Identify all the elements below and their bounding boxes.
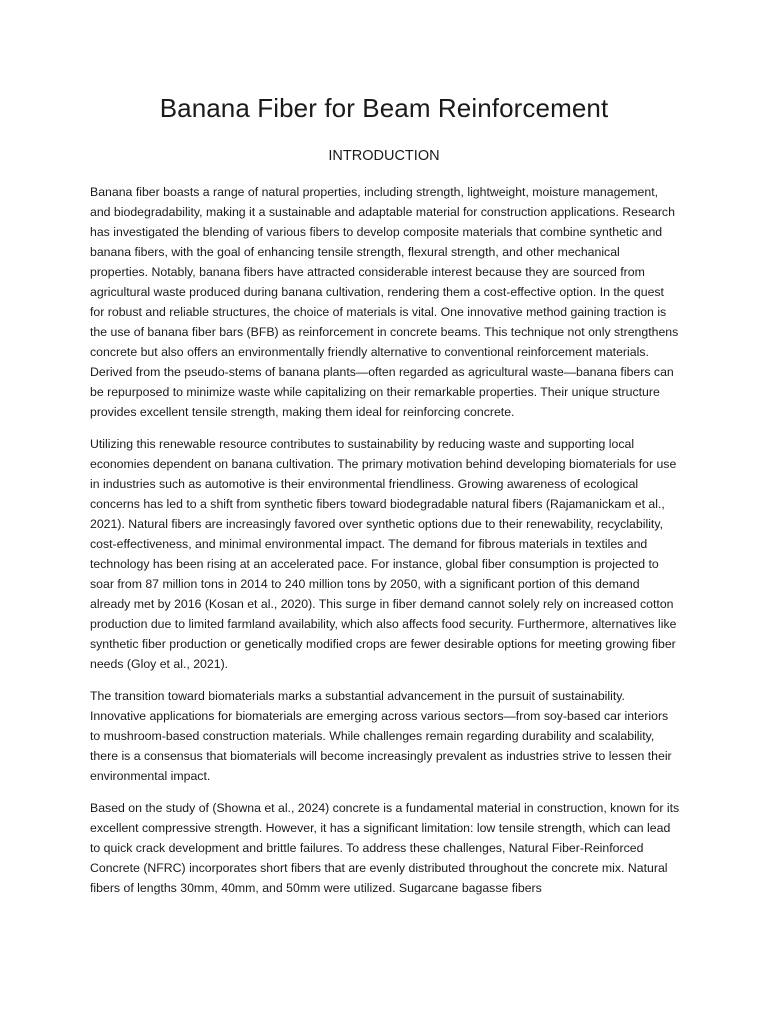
document-title: Banana Fiber for Beam Reinforcement <box>159 93 609 123</box>
body-text <box>90 182 680 910</box>
paragraph: Banana fiber boasts a range of natural properties, including strength, lightweight, moisture management, and biodegradability, making it a sustainable and adaptable material for construction applications. Research has investigated the blending of various fibers to develop composite materials that combine synthetic and banana fibers, with the goal of enhancing tensile strength, flexural strength, and other mechanical properties. Notably, banana fibers have attracted considerable interest because they are sourced from agricultural waste produced during banana cultivation, rendering them a cost-effective option. In the quest for robust and reliable structures, the choice of materials is vital. One innovative method gaining traction is the use of banana fiber bars (BFB) as reinforcement in concrete beams. This technique not only strengthens concrete but also offers an environmentally friendly alternative to conventional reinforcement materials. Derived from the pseudo-stems of banana plants—often regarded as agricultural waste—banana fibers can be repurposed to minimize waste while capitalizing on their remarkable properties. Their unique structure provides excellent tensile strength, making them ideal for reinforcing concrete. <box>90 185 679 419</box>
paragraph: Based on the study of (Showna et al., 2024) concrete is a fundamental material in construction, known for its excellent compressive strength. However, it has a significant limitation: low tensile strength, which can lead to quick crack development and brittle failures. To address these challenges, Natural Fiber-Reinforced Concrete (NFRC) incorporates short fibers that are evenly distributed throughout the concrete mix. Natural fibers of lengths 30mm, 40mm, and 50mm were utilized. Sugarcane bagasse fibers <box>90 801 680 895</box>
paragraph: Utilizing this renewable resource contributes to sustainability by reducing waste and supporting local economies dependent on banana cultivation. The primary motivation behind developing biomaterials for use in industries such as automotive is their environmental friendliness. Growing awareness of ecological concerns has led to a shift from synthetic fibers toward biodegradable natural fibers (Rajamanickam et al., 2021). Natural fibers are increasingly favored over synthetic options due to their renewability, recyclability, cost-effectiveness, and minimal environmental impact. The demand for fibrous materials in textiles and technology has been rising at an accelerated pace. For instance, global fiber consumption is projected to soar from 87 million tons in 2014 to 240 million tons by 2050, with a significant portion of this demand already met by 2016 (Kosan et al., 2020). This surge in fiber demand cannot solely rely on increased cotton production due to limited farmland availability, which also affects food security. Furthermore, alternatives like synthetic fiber production or genetically modified crops are fewer desirable options for meeting growing fiber needs (Gloy et al., 2021). <box>90 437 677 671</box>
section-heading: INTRODUCTION <box>328 148 440 164</box>
paragraph: The transition toward biomaterials marks a substantial advancement in the pursuit of sustainability. Innovative applications for biomaterials are emerging across various sectors—from soy-based car interiors to mushroom-based construction materials. While challenges remain regarding durability and scalability, there is a consensus that biomaterials will become increasingly prevalent as industries strive to lessen their environmental impact. <box>90 689 672 783</box>
